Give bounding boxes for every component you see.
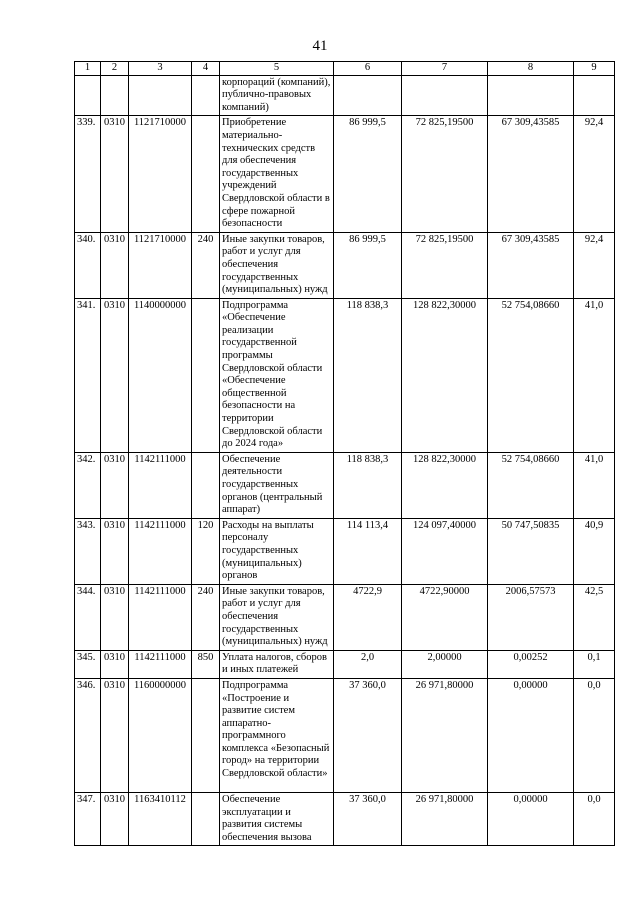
row-number: 341. xyxy=(75,298,101,452)
target-article-code: 1142111000 xyxy=(129,452,192,518)
section-code: 0310 xyxy=(101,116,129,232)
execution-percent: 0,0 xyxy=(574,792,615,845)
approved-amount: 72 825,19500 xyxy=(402,232,488,298)
expense-type-code xyxy=(192,792,220,845)
target-article-code: 1140000000 xyxy=(129,298,192,452)
column-header: 3 xyxy=(129,62,192,76)
execution-percent: 42,5 xyxy=(574,584,615,650)
approved-amount xyxy=(402,75,488,116)
execution-percent: 41,0 xyxy=(574,452,615,518)
target-article-code xyxy=(129,75,192,116)
planned-amount: 37 360,0 xyxy=(334,792,402,845)
column-header: 1 xyxy=(75,62,101,76)
execution-percent: 0,1 xyxy=(574,650,615,678)
table-row xyxy=(75,518,615,584)
row-number: 345. xyxy=(75,650,101,678)
target-article-code: 1160000000 xyxy=(129,678,192,792)
executed-amount: 2006,57573 xyxy=(488,584,574,650)
item-name: Расходы на выплаты персоналу государственных (муниципальных) органов xyxy=(220,518,334,584)
section-code xyxy=(101,75,129,116)
column-header: 5 xyxy=(220,62,334,76)
expense-type-code: 850 xyxy=(192,650,220,678)
target-article-code: 1121710000 xyxy=(129,232,192,298)
expense-type-code: 120 xyxy=(192,518,220,584)
executed-amount xyxy=(488,75,574,116)
expense-type-code: 240 xyxy=(192,232,220,298)
item-name: Обеспечение эксплуатации и развития системы обеспечения вызова xyxy=(220,792,334,845)
row-number: 342. xyxy=(75,452,101,518)
target-article-code: 1142111000 xyxy=(129,650,192,678)
row-number xyxy=(75,75,101,116)
item-name: корпораций (компаний), публично-правовых компаний) xyxy=(220,75,334,116)
approved-amount: 26 971,80000 xyxy=(402,792,488,845)
row-number: 340. xyxy=(75,232,101,298)
row-number: 347. xyxy=(75,792,101,845)
approved-amount: 128 822,30000 xyxy=(402,452,488,518)
approved-amount: 26 971,80000 xyxy=(402,678,488,792)
planned-amount xyxy=(334,75,402,116)
table-row xyxy=(75,678,615,792)
expense-type-code xyxy=(192,678,220,792)
row-number: 343. xyxy=(75,518,101,584)
expense-type-code xyxy=(192,116,220,232)
execution-percent: 0,0 xyxy=(574,678,615,792)
item-name: Уплата налогов, сборов и иных платежей xyxy=(220,650,334,678)
target-article-code: 1121710000 xyxy=(129,116,192,232)
executed-amount: 67 309,43585 xyxy=(488,116,574,232)
table-header-row xyxy=(75,62,615,76)
table-row xyxy=(75,75,615,116)
table-row xyxy=(75,584,615,650)
target-article-code: 1163410112 xyxy=(129,792,192,845)
approved-amount: 2,00000 xyxy=(402,650,488,678)
column-header: 9 xyxy=(574,62,615,76)
planned-amount: 86 999,5 xyxy=(334,116,402,232)
section-code: 0310 xyxy=(101,792,129,845)
planned-amount: 118 838,3 xyxy=(334,298,402,452)
approved-amount: 128 822,30000 xyxy=(402,298,488,452)
row-number: 339. xyxy=(75,116,101,232)
table-row xyxy=(75,452,615,518)
execution-percent: 41,0 xyxy=(574,298,615,452)
planned-amount: 86 999,5 xyxy=(334,232,402,298)
planned-amount: 114 113,4 xyxy=(334,518,402,584)
column-header: 8 xyxy=(488,62,574,76)
approved-amount: 72 825,19500 xyxy=(402,116,488,232)
item-name: Подпрограмма «Обеспечение реализации государственной программы Свердловской области «Обеспечение общественной безопасности на территории Свердловской области до 2024 года» xyxy=(220,298,334,452)
column-header: 7 xyxy=(402,62,488,76)
execution-percent: 92,4 xyxy=(574,232,615,298)
table-row xyxy=(75,116,615,232)
section-code: 0310 xyxy=(101,584,129,650)
expense-type-code xyxy=(192,75,220,116)
table-row xyxy=(75,792,615,845)
executed-amount: 67 309,43585 xyxy=(488,232,574,298)
planned-amount: 2,0 xyxy=(334,650,402,678)
item-name: Приобретение материально-технических средств для обеспечения государственных учреждений Свердловской области в сфере пожарной безопасности xyxy=(220,116,334,232)
planned-amount: 4722,9 xyxy=(334,584,402,650)
approved-amount: 124 097,40000 xyxy=(402,518,488,584)
execution-percent: 92,4 xyxy=(574,116,615,232)
item-name: Обеспечение деятельности государственных органов (центральный аппарат) xyxy=(220,452,334,518)
budget-table xyxy=(74,61,615,846)
section-code: 0310 xyxy=(101,298,129,452)
planned-amount: 37 360,0 xyxy=(334,678,402,792)
executed-amount: 52 754,08660 xyxy=(488,298,574,452)
section-code: 0310 xyxy=(101,452,129,518)
table-row xyxy=(75,650,615,678)
item-name: Иные закупки товаров, работ и услуг для обеспечения государственных (муниципальных) нужд xyxy=(220,232,334,298)
table-row xyxy=(75,298,615,452)
table-row xyxy=(75,232,615,298)
row-number: 344. xyxy=(75,584,101,650)
target-article-code: 1142111000 xyxy=(129,518,192,584)
target-article-code: 1142111000 xyxy=(129,584,192,650)
expense-type-code xyxy=(192,452,220,518)
executed-amount: 0,00000 xyxy=(488,678,574,792)
planned-amount: 118 838,3 xyxy=(334,452,402,518)
expense-type-code: 240 xyxy=(192,584,220,650)
column-header: 4 xyxy=(192,62,220,76)
executed-amount: 0,00252 xyxy=(488,650,574,678)
executed-amount: 50 747,50835 xyxy=(488,518,574,584)
column-header: 2 xyxy=(101,62,129,76)
execution-percent: 40,9 xyxy=(574,518,615,584)
executed-amount: 0,00000 xyxy=(488,792,574,845)
item-name: Подпрограмма «Построение и развитие систем аппаратно-программного комплекса «Безопасный город» на территории Свердловской области» xyxy=(220,678,334,792)
item-name: Иные закупки товаров, работ и услуг для обеспечения государственных (муниципальных) нужд xyxy=(220,584,334,650)
executed-amount: 52 754,08660 xyxy=(488,452,574,518)
column-header: 6 xyxy=(334,62,402,76)
expense-type-code xyxy=(192,298,220,452)
page-number: 41 xyxy=(312,38,328,54)
section-code: 0310 xyxy=(101,518,129,584)
section-code: 0310 xyxy=(101,650,129,678)
row-number: 346. xyxy=(75,678,101,792)
approved-amount: 4722,90000 xyxy=(402,584,488,650)
execution-percent xyxy=(574,75,615,116)
section-code: 0310 xyxy=(101,678,129,792)
section-code: 0310 xyxy=(101,232,129,298)
